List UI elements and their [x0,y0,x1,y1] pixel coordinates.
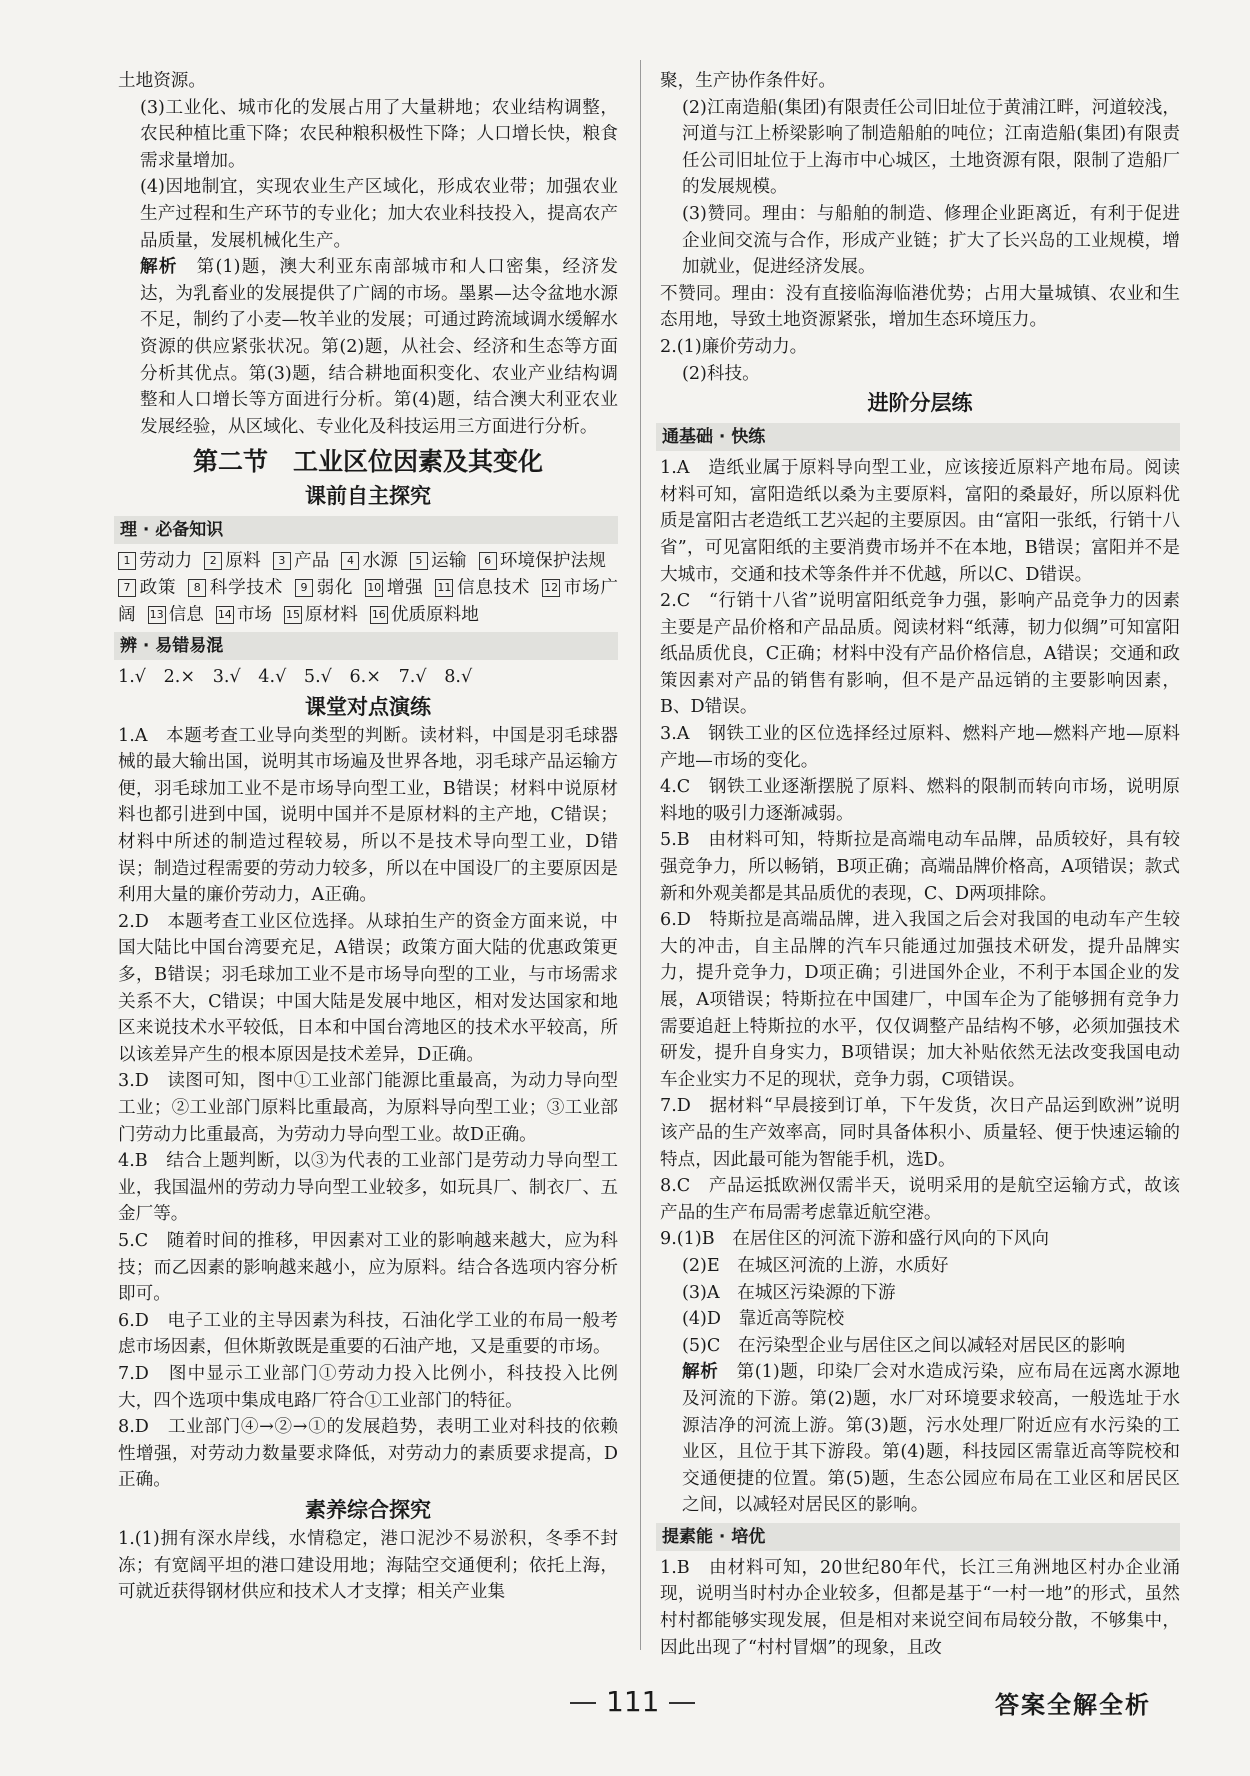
answer-item: 2.D 本题考查工业区位选择。从球拍生产的资金方面来说，中国大陆比中国台湾要充足，A错误；政策方面大陆的优惠政策更多，B错误；羽毛球加工业不是市场导向型的工业，与市场需求关系不大，C错误；中国大陆是发展中地区，相对发达国家和地区来说技术水平较低，日本和中国台湾地区的技术水平较高，所以该差异产生的根本原因是技术差异，D正确。 [118,911,618,1065]
keyword-text: 增强 [386,577,424,598]
keyword-text: 环境保护法规 [499,551,606,572]
category-tag: 辨 · 易错易混 [114,632,618,660]
answer-item: 2.C “行销十八省”说明富阳纸竞争力强，影响产品竞争力的因素主要是产品价格和产品品质。阅读材料“纸薄，韧力似绸”可知富阳纸品质优良，C正确；材料中没有产品价格信息，A错误；交通和政策因素对产品的销售有影响，但不是产品远销的主要影响因素，B、D错误。 [660,591,1180,718]
answer-item: 1.(1)拥有深水岸线，水情稳定，港口泥沙不易淤积，冬季不封冻；有宽阔平坦的港口建设用地；海陆空交通便利；依托上海，可就近获得钢材供应和技术人才支撑；相关产业集 [118,1528,618,1603]
keyword-item [204,551,261,571]
category-tag: 通基础 · 快练 [656,423,1180,451]
keyword-item [341,551,398,571]
left-column [118,68,618,1606]
text-line: (4)因地制宜，实现农业生产区域化，形成农业带；加强农业生产过程和生产环节的专业化；加大农业科技投入，提高农产品质量，发展机械化生产。 [140,177,618,251]
text-line: (3)工业化、城市化的发展占用了大量耕地；农业结构调整，农民种植比重下降；农民种粮积极性下降；人口增长快，粮食需求量增加。 [140,97,618,171]
page-number-text: 111 [606,1685,660,1718]
answer-item: 7.D 据材料“早晨接到订单，下午发货，次日产品运到欧洲”说明该产品的生产效率高，同时具备体积小、质量轻、便于快速运输的特点，因此最可能为智能手机，选D。 [660,1096,1180,1170]
analysis-label: 解析 [140,256,178,278]
keyword-text: 产品 [293,551,330,572]
keyword-item [370,605,479,625]
keyword-item [435,578,530,598]
category-tag: 提素能 · 培优 [656,1523,1180,1551]
analysis-text: 第(1)题，澳大利亚东南部城市和人口密集，经济发达，为乳畜业的发展提供了广阔的市场。墨累—达令盆地水源不足，制约了小麦—牧羊业的发展；可通过跨流域调水缓解水资源的供应紧张状况。第(2)题，从社会、经济和生态等方面分析其优点。第(3)题，结合耕地面积变化、农业产业结构调整和人口增长等方面进行分析。第(4)题，结合澳大利亚农业发展经验，从区域化、专业化及科技运用三方面进行分析。 [140,257,618,437]
answer-sub-item: (4)D 靠近高等院校 [682,1309,845,1330]
keyword-item [273,551,330,571]
keyword-number: 5 [410,552,428,570]
right-column [660,68,1180,1661]
keyword-text: 政策 [139,577,177,598]
keyword-number: 2 [204,552,222,570]
keyword-number: 13 [148,606,166,624]
answer-item: 5.B 由材料可知，特斯拉是高端电动车品牌，品质较好，具有较强竞争力，所以畅销，B项正确；高端品牌价格高，A项错误；款式新和外观美都是其品质优的表现，C、D两项排除。 [660,830,1180,904]
keyword-text: 弱化 [315,577,354,598]
keyword-item [365,578,423,598]
answer-item: 6.D 电子工业的主导因素为科技，石油化学工业的布局一般考虑市场因素，但休斯敦既是重要的石油产地，又是重要的市场。 [118,1310,618,1358]
page-footer [0,1685,1250,1725]
answer-item: 4.B 结合上题判断，以③为代表的工业部门是劳动力导向型工业，我国温州的劳动力导向型工业较多，如玩具厂、制衣厂、五金厂等。 [118,1151,618,1225]
keyword-number: 1 [118,552,136,570]
keyword-number: 8 [188,579,206,597]
keyword-item [148,605,204,625]
section-title: 第二节 工业区位因素及其变化 [192,447,543,477]
answer-item: 1.A 造纸业属于原料导向型工业，应该接近原料产地布局。阅读材料可知，富阳造纸以桑为主要原料，富阳的桑最好，所以原料优质是富阳古老造纸工艺兴起的主要原因。由“富阳一张纸，行销十八省”，可见富阳纸的主要消费市场并不在本地，B错误；富阳并不是大城市，交通和技术等条件并不优越，所以C、D错误。 [660,458,1180,585]
answer-item: 4.C 钢铁工业逐渐摆脱了原料、燃料的限制而转向市场，说明原料地的吸引力逐渐减弱。 [660,777,1180,824]
keyword-text: 市场 [236,604,273,625]
keyword-item [216,605,272,625]
footer-label: 答案全解全析 [995,1690,1151,1719]
answer-item: 5.C 随着时间的推移，甲因素对工业的影响越来越大，应为科技；而乙因素的影响越来越小，应为原料。结合各选项内容分析即可。 [118,1230,618,1305]
keyword-text: 市场广阔 [118,577,618,625]
keyword-number: 3 [273,552,291,570]
keyword-number: 6 [479,552,497,570]
keyword-number: 4 [341,552,359,570]
analysis-label: 解析 [682,1361,719,1383]
answer-sub-item: (2)E 在城区河流的上游，水质好 [682,1255,949,1276]
answer-item: 8.D 工业部门④→②→①的发展趋势，表明工业对科技的依赖性增强，对劳动力数量要求降低，对劳动力的素质要求提高，D正确。 [118,1417,618,1491]
page-number [560,1685,705,1718]
keyword-text: 运输 [431,551,467,572]
answer-item: 3.A 钢铁工业的区位选择经过原料、燃料产地—燃料产地—原料产地—市场的变化。 [660,724,1180,771]
keyword-number: 15 [284,606,302,624]
keyword-item [295,578,353,598]
answer-item: 7.D 图中显示工业部门①劳动力投入比例小，科技投入比例大，四个选项中集成电路厂符合①工业部门的特征。 [118,1363,618,1411]
keyword-text: 信息技术 [456,577,531,598]
keyword-item [479,551,606,571]
keyword-text: 劳动力 [139,551,193,572]
subsection-title: 素养综合探究 [305,1496,431,1522]
keyword-item [118,551,192,571]
keyword-text: 原材料 [305,604,358,625]
keyword-number: 12 [542,579,560,597]
category-tag: 理 · 必备知识 [114,516,618,544]
keyword-list [118,548,618,628]
keyword-number: 7 [118,579,136,597]
answer-item: 1.A 本题考查工业导向类型的判断。读材料，中国是羽毛球器械的最大输出国，说明其市场遍及世界各地，羽毛球产品运输方便，羽毛球加工业不是市场导向型工业，B错误；材料中说原材料也都引进到中国，说明中国并不是原材料的主产地，C错误；材料中所述的制造过程较易，所以不是技术导向型工业，D错误；制造过程需要的劳动力较多，所以在中国设厂的主要原因是利用大量的廉价劳动力，A正确。 [118,725,618,906]
keyword-text: 原料 [225,551,261,572]
text-line: 土地资源。 [118,71,206,91]
analysis-text: 第(1)题，印染厂会对水造成污染，应布局在远离水源地及河流的下游。第(2)题，水厂对环境要求较高，一般选址于水源洁净的河流上游。第(3)题，污水处理厂附近应有水污染的工业区，且位于其下游段。第(4)题，科技园区需靠近高等院校和交通便捷的位置。第(5)题，生态公园应布局在工业区和居民区之间，以减轻对居民区的影响。 [682,1362,1180,1516]
answer-item: 8.C 产品运抵欧洲仅需半天，说明采用的是航空运输方式，故该产品的生产布局需考虑靠近航空港。 [660,1176,1180,1223]
analysis-paragraph [660,1359,1180,1519]
answer-item: 9.(1)B 在居住区的河流下游和盛行风向的下风向 [660,1229,1049,1250]
text-line: 不赞同。理由：没有直接临海临港优势；占用大量城镇、农业和生态用地，导致土地资源紧张，增加生态环境压力。 [660,283,1180,331]
answer-item: 3.D 读图可知，图中①工业部门能源比重最高，为动力导向型工业；②工业部门原料比重最高，为原料导向型工业；③工业部门劳动力比重最高，为劳动力导向型工业。故D正确。 [118,1071,618,1145]
keyword-number: 10 [365,579,383,597]
keyword-text: 水源 [362,551,399,572]
text-line: 聚，生产协作条件好。 [660,71,836,91]
keyword-number: 16 [370,606,388,624]
keyword-item [410,551,467,571]
answer-item: 6.D 特斯拉是高端品牌，进入我国之后会对我国的电动车产生较大的冲击，自主品牌的汽车只能通过加强技术研发，提升品牌实力，提升竞争力，D项正确；引进国外企业，不利于本国企业的发展，A项错误；特斯拉在中国建厂，中国车企为了能够拥有竞争力需要追赶上特斯拉的水平，仅仅调整产品结构不够，必须加强技术研发，提升自身实力，B项错误；加大补贴依然无法改变我国电动车企业实力不足的现状，竞争力弱，C项错误。 [660,910,1180,1090]
keyword-text: 科学技术 [209,577,283,598]
text-line: (2)江南造船(集团)有限责任公司旧址位于黄浦江畔，河道较浅，河道与江上桥梁影响了制造船舶的吨位；江南造船(集团)有限责任公司旧址位于上海市中心城区，土地资源有限，限制了造船厂的发展规模。 [682,97,1180,198]
keyword-text: 优质原料地 [390,604,479,625]
text-line: (2)科技。 [682,363,760,384]
keyword-number: 9 [295,579,313,597]
judgment-answers: 1.√ 2.× 3.√ 4.√ 5.√ 6.× 7.√ 8.√ [118,667,473,688]
subsection-title: 课堂对点演练 [305,693,431,719]
keyword-item [188,578,283,598]
answer-sub-item: (3)A 在城区污染源的下游 [682,1282,896,1303]
keyword-item [284,605,358,625]
text-line: 2.(1)廉价劳动力。 [660,336,808,357]
answer-item: 1.B 由材料可知，20世纪80年代，长江三角洲地区村办企业涌现，说明当时村办企业较多，但都是基于“一村一地”的形式，虽然村村都能够实现发展，但是相对来说空间布局较分散，不够集中，因此出现了“村村冒烟”的现象，且改 [660,1557,1180,1658]
keyword-item [118,578,176,598]
analysis-paragraph [118,254,618,440]
subsection-title: 课前自主探究 [305,483,431,509]
answer-sub-item: (5)C 在污染型企业与居住区之间以减轻对居民区的影响 [682,1335,1126,1356]
keyword-text: 信息 [168,604,204,625]
column-divider [640,60,641,1650]
text-line: (3)赞同。理由：与船舶的制造、修理企业距离近，有利于促进企业间交流与合作，形成产业链；扩大了长兴岛的工业规模，增加就业，促进经济发展。 [682,203,1180,278]
keyword-number: 14 [216,606,234,624]
keyword-number: 11 [435,579,453,597]
subsection-title: 进阶分层练 [867,390,973,416]
